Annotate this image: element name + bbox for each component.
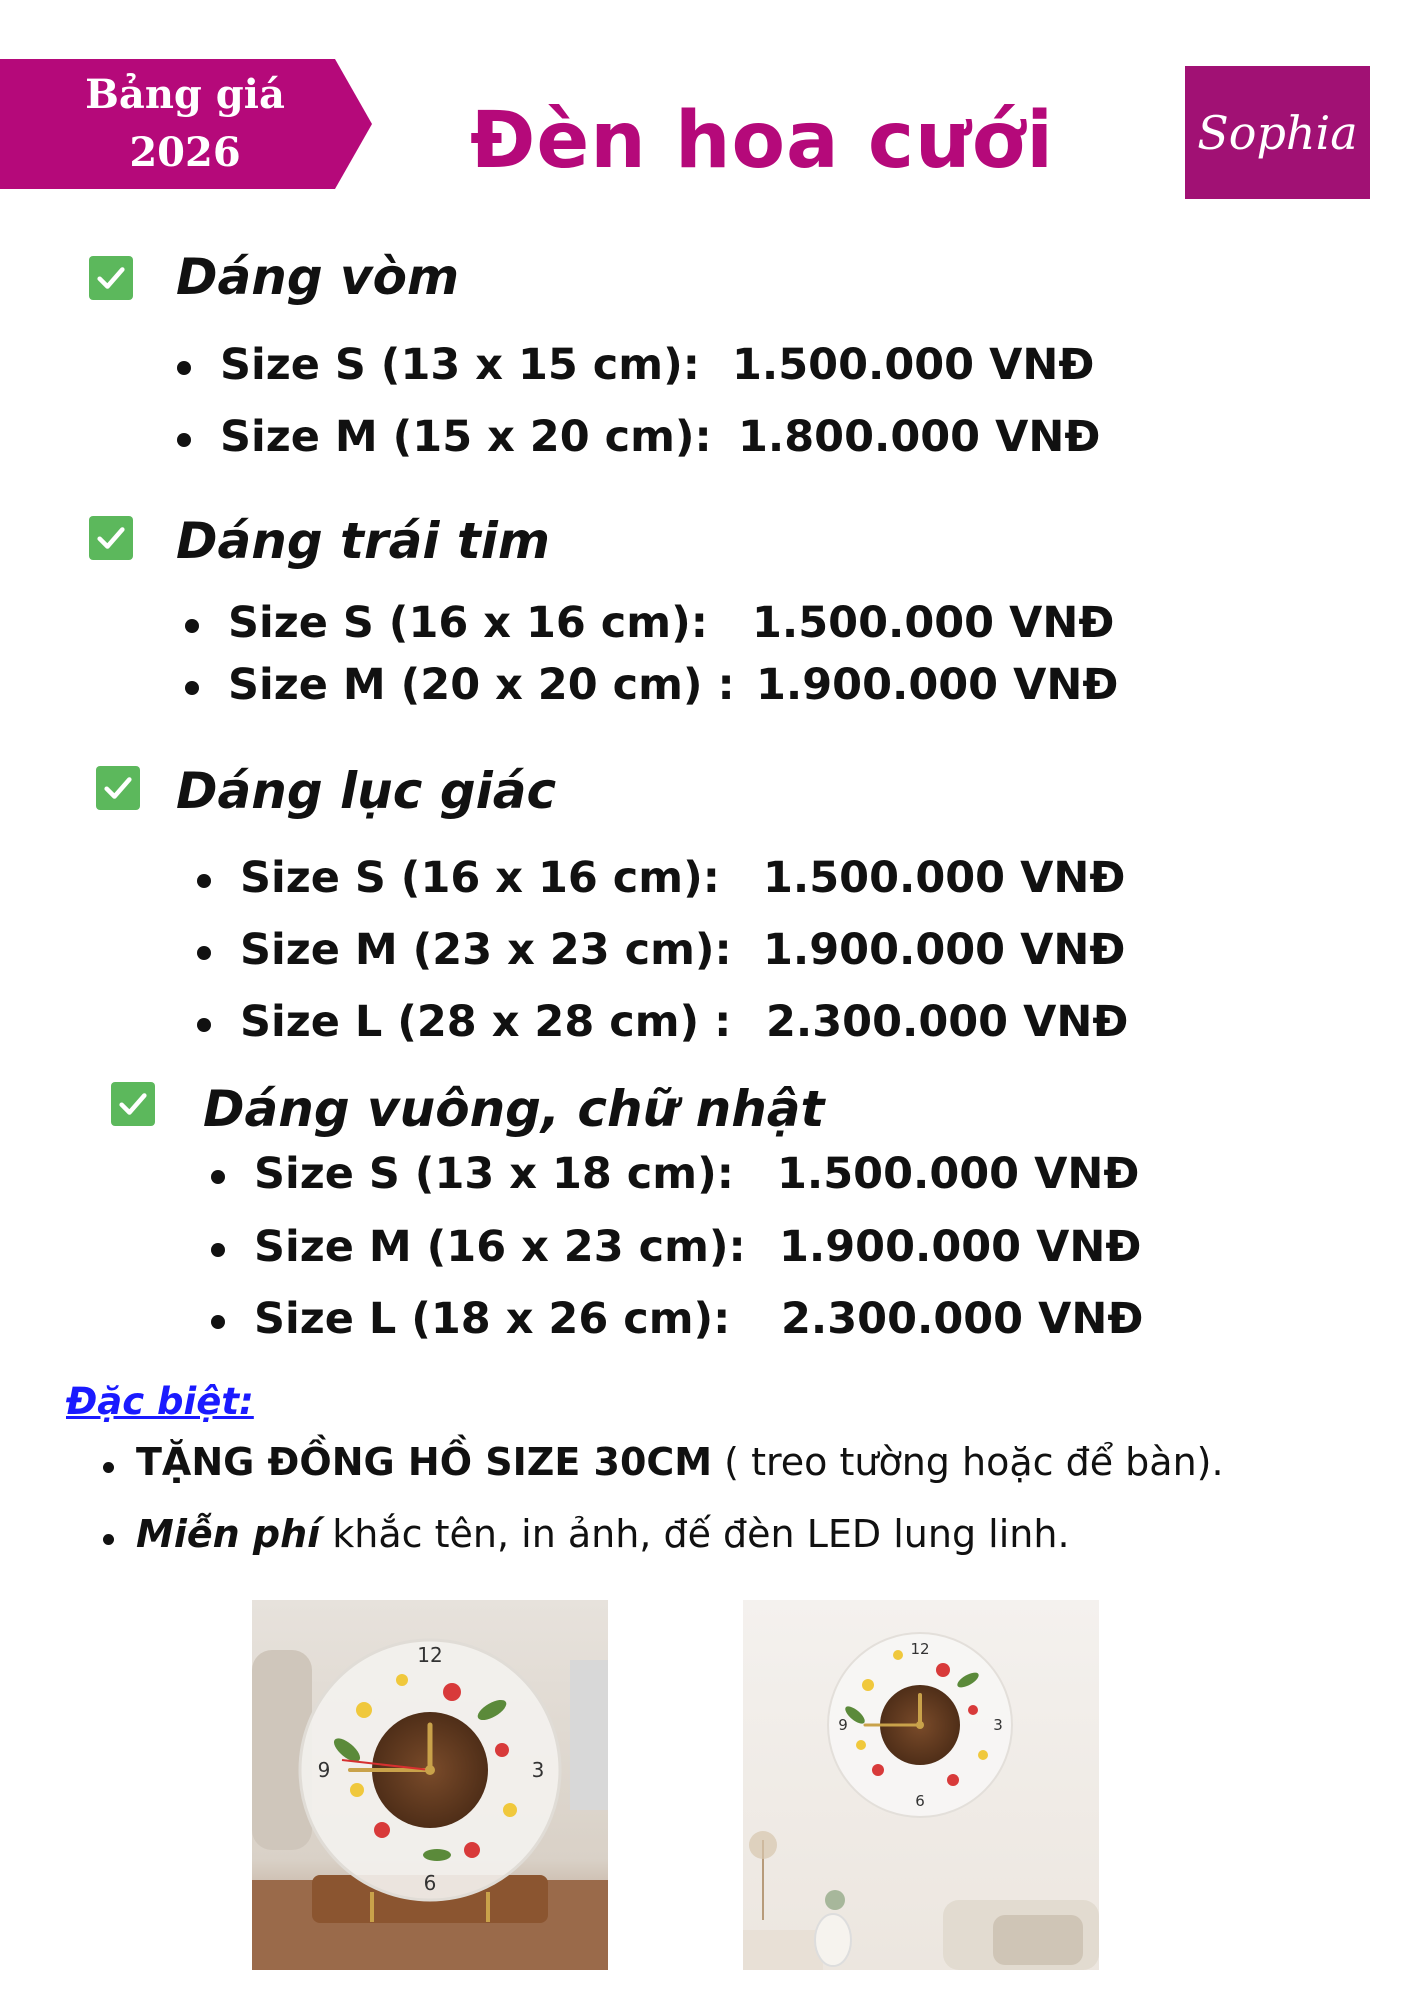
size-label: Size S (16 x 16 cm):	[240, 853, 720, 903]
bullet-icon	[211, 1315, 225, 1329]
clock-number-9: 9	[838, 1716, 848, 1734]
section-title: Dáng vòm	[176, 248, 460, 306]
badge-line-2: 2026	[129, 129, 241, 176]
logo-text: Sophia	[1197, 105, 1358, 160]
size-price: 1.500.000 VNĐ	[752, 598, 1115, 648]
clock-number-6: 6	[423, 1871, 437, 1895]
special-item-text: ( treo tường hoặc để bàn).	[712, 1440, 1224, 1484]
special-item-bold: TẶNG ĐỒNG HỒ SIZE 30CM	[136, 1440, 713, 1484]
size-price: 2.300.000 VNĐ	[766, 997, 1129, 1047]
check-icon	[89, 516, 133, 560]
section-title: Dáng vuông, chữ nhật	[203, 1080, 825, 1138]
size-price: 1.500.000 VNĐ	[777, 1149, 1140, 1199]
size-label: Size S (13 x 15 cm):	[220, 340, 700, 390]
clock-number-12: 12	[910, 1640, 930, 1658]
bullet-icon	[185, 681, 199, 695]
check-icon	[111, 1082, 155, 1126]
special-item	[136, 1512, 1070, 1556]
bullet-icon	[177, 433, 191, 447]
clock-number-3: 3	[531, 1758, 545, 1782]
bullet-icon	[103, 1534, 114, 1545]
check-icon	[89, 256, 133, 300]
size-price: 1.900.000 VNĐ	[763, 925, 1126, 975]
size-price: 1.900.000 VNĐ	[779, 1222, 1142, 1272]
brand-logo	[1185, 66, 1370, 199]
bullet-icon	[197, 874, 211, 888]
section-title: Dáng lục giác	[176, 762, 557, 820]
section-title: Dáng trái tim	[176, 512, 551, 570]
size-label: Size S (16 x 16 cm):	[228, 598, 708, 648]
special-heading: Đặc biệt:	[66, 1380, 254, 1423]
special-item	[136, 1440, 1224, 1484]
size-label: Size M (20 x 20 cm) :	[228, 660, 735, 710]
special-item-text: khắc tên, in ảnh, đế đèn LED lung linh.	[320, 1512, 1070, 1556]
desk-clock-photo	[252, 1600, 608, 1970]
size-label: Size L (28 x 28 cm) :	[240, 997, 732, 1047]
bullet-icon	[197, 1018, 211, 1032]
badge-line-1: Bảng giá	[85, 71, 285, 118]
check-icon	[96, 766, 140, 810]
size-price: 1.800.000 VNĐ	[738, 412, 1101, 462]
bullet-icon	[185, 619, 199, 633]
clock-number-12: 12	[417, 1643, 443, 1667]
price-list-badge-text	[0, 66, 370, 182]
clock-number-9: 9	[317, 1758, 331, 1782]
bullet-icon	[211, 1243, 225, 1257]
page-title: Đèn hoa cưới	[470, 96, 1054, 186]
special-item-bold: Miễn phí	[136, 1512, 321, 1556]
bullet-icon	[103, 1462, 114, 1473]
size-label: Size S (13 x 18 cm):	[254, 1149, 734, 1199]
clock-number-3: 3	[993, 1716, 1003, 1734]
size-label: Size M (16 x 23 cm):	[254, 1222, 746, 1272]
size-price: 1.900.000 VNĐ	[756, 660, 1119, 710]
wall-clock-photo	[743, 1600, 1099, 1970]
bullet-icon	[211, 1170, 225, 1184]
size-label: Size M (15 x 20 cm):	[220, 412, 712, 462]
bullet-icon	[177, 361, 191, 375]
size-price: 2.300.000 VNĐ	[781, 1294, 1144, 1344]
size-price: 1.500.000 VNĐ	[732, 340, 1095, 390]
size-price: 1.500.000 VNĐ	[763, 853, 1126, 903]
clock-number-6: 6	[915, 1792, 925, 1810]
size-label: Size M (23 x 23 cm):	[240, 925, 732, 975]
bullet-icon	[197, 946, 211, 960]
size-label: Size L (18 x 26 cm):	[254, 1294, 731, 1344]
